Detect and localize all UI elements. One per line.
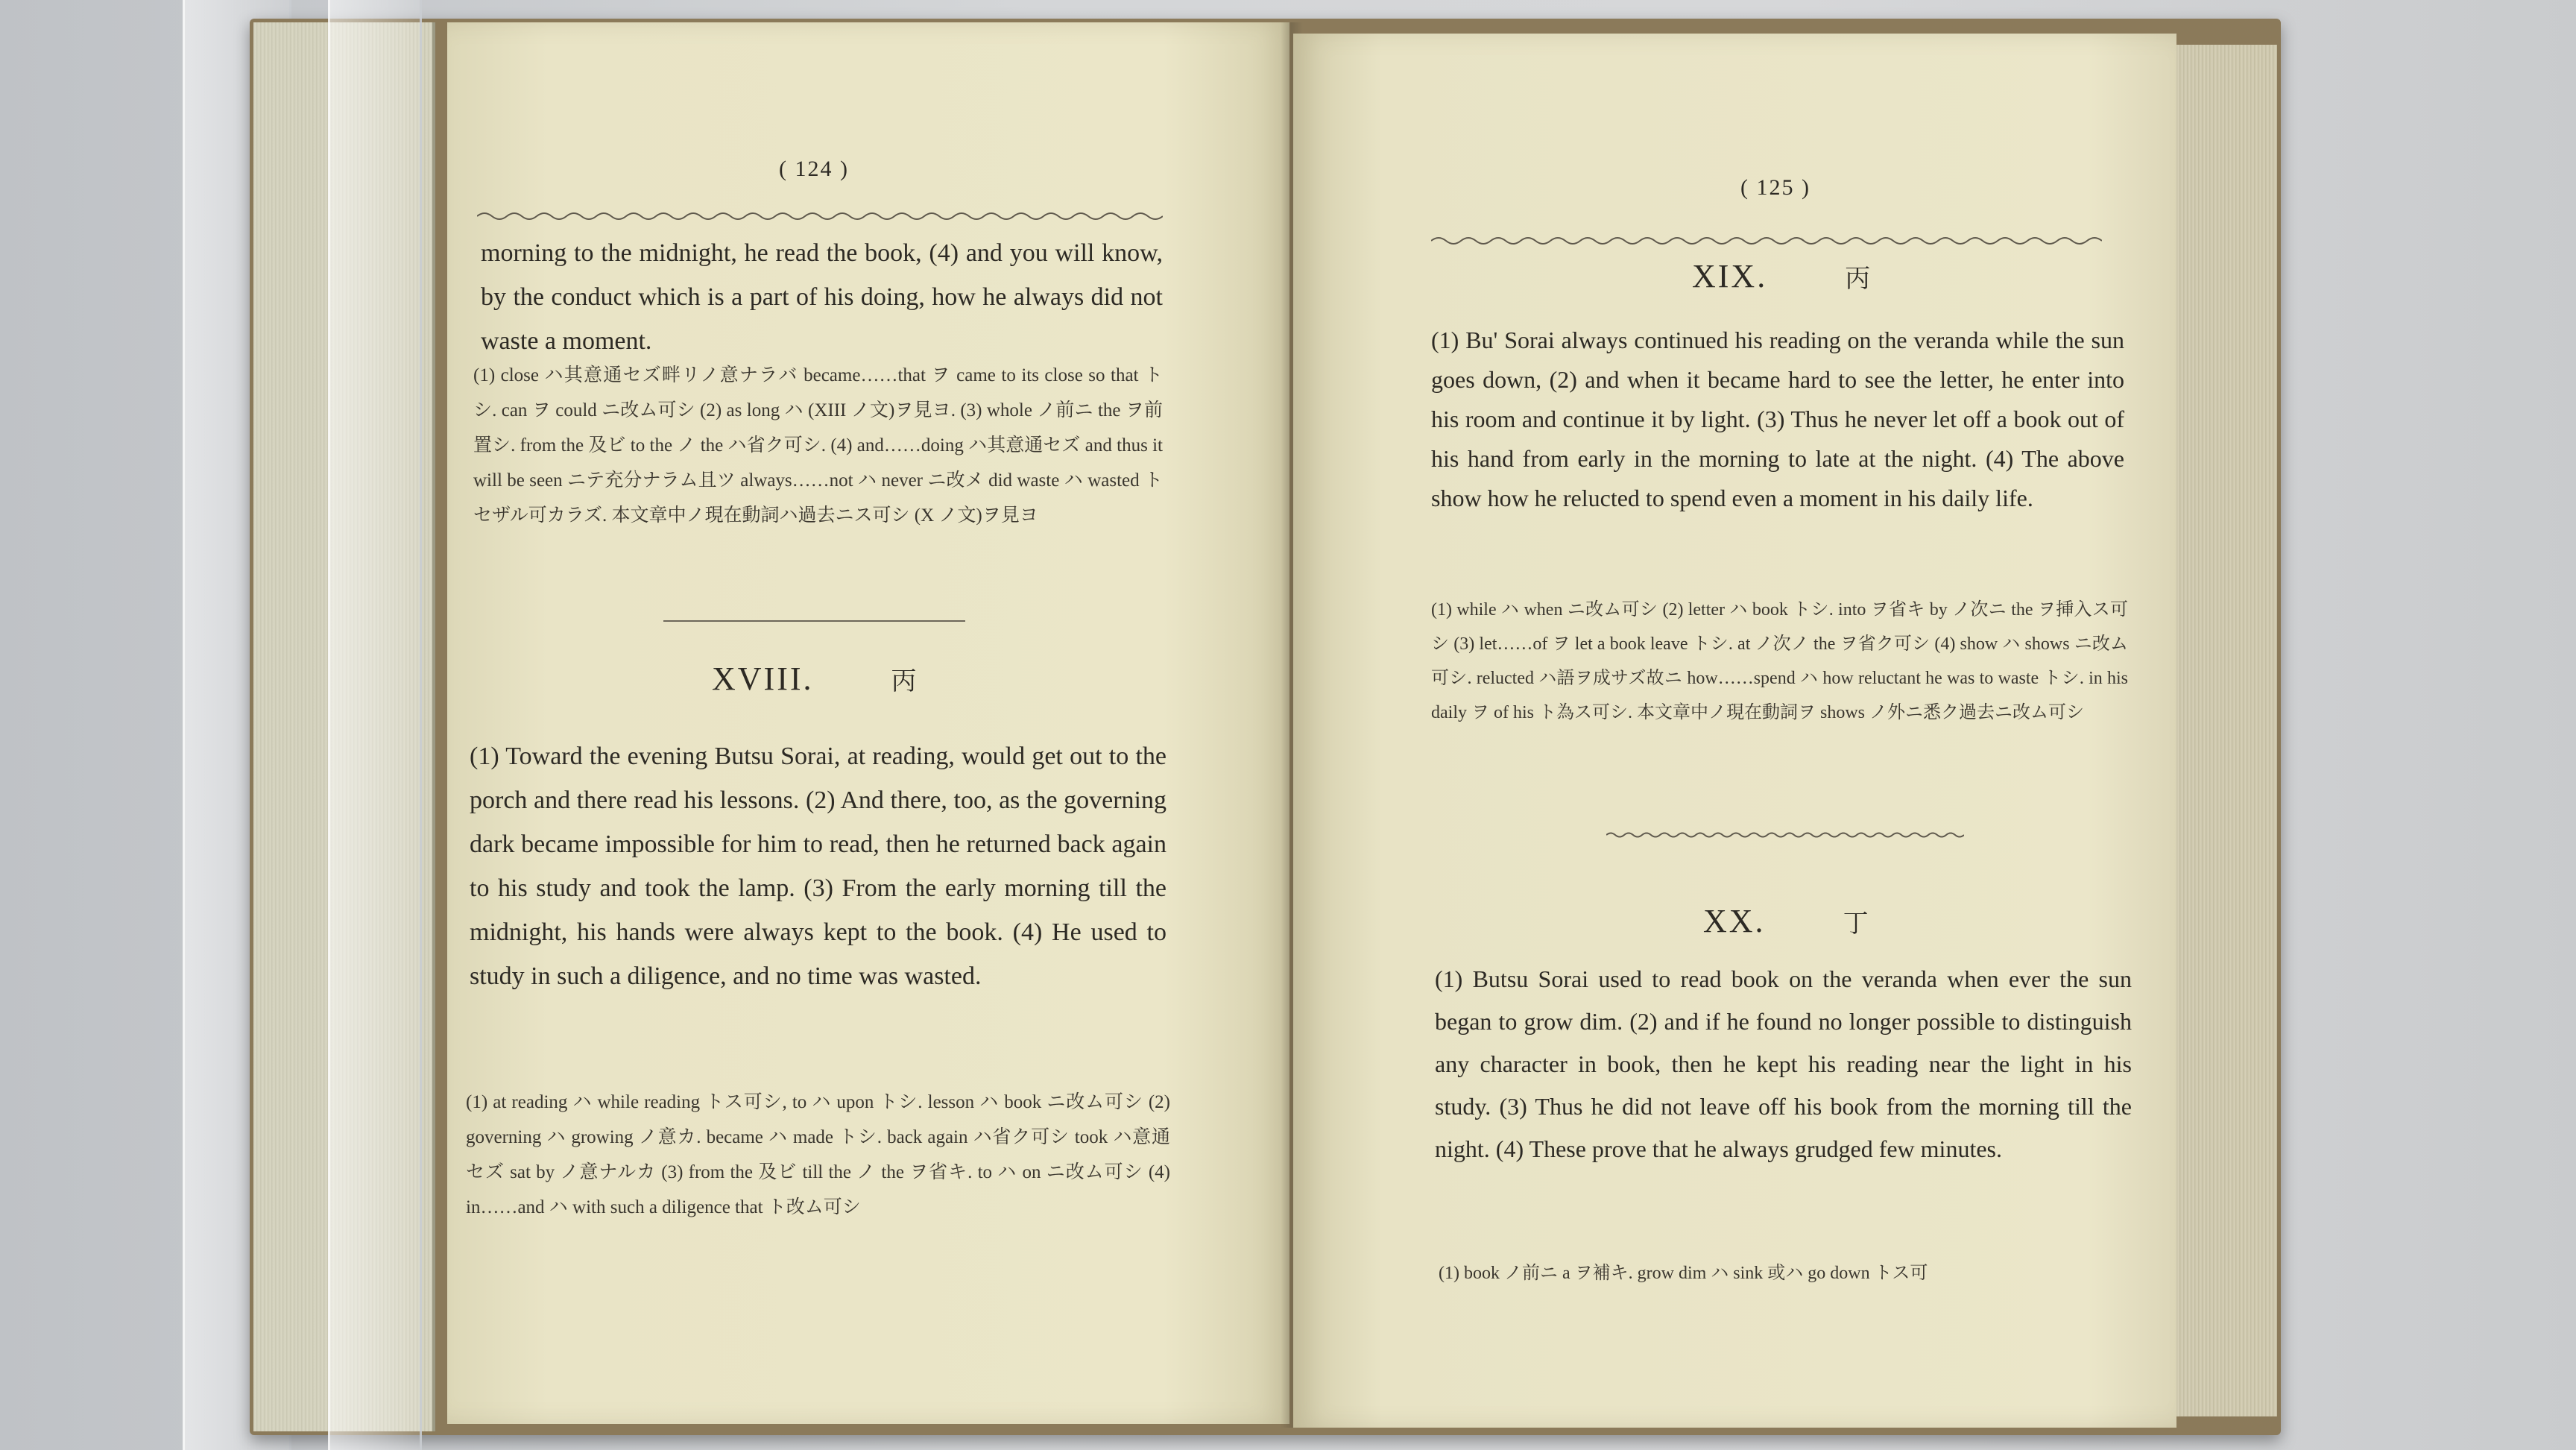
section-heading (1703, 902, 1871, 940)
section-text: (1) Butsu Sorai used to read book on the veranda when ever the sun began to grow dim. (2) and if he found no longer possible to distinguish any character in book, then he kept his reading near the light in his study. (3) Thus he did not leave off his book from the morning till the night. (4) These prove that he always grudged few minutes. (1435, 965, 2132, 1162)
continuation-text: morning to the midnight, he read the book, (4) and you will know, by the conduct which is a part of his doing, how he always did not waste a moment. (481, 239, 1163, 355)
section-number: XX. (1703, 903, 1766, 939)
left-page (447, 22, 1289, 1424)
page-number: ( 124 ) (779, 157, 849, 181)
section-grade: 丙 (1845, 265, 1873, 293)
section-heading (1692, 257, 1872, 295)
wavy-rule (477, 205, 1163, 227)
page-number: ( 125 ) (1740, 175, 1811, 200)
section-text: (1) Toward the evening Butsu Sorai, at reading, would get out to the porch and there read his lessons. (2) And there, too, as the governing dark became impossible for him to read, then he returned back again to his study and took the lamp. (3) From the early morning till the midnight, his hands were always kept to the book. (4) He used to study in such a diligence, and no time was wasted. (470, 743, 1167, 990)
section-notes: (1) while ハ when ニ改ム可シ (2) letter ハ book トシ. into ヲ省キ by ノ次ニ the ヲ挿入ス可シ (3) let……of ヲ let a book leave トシ. at ノ次ノ the ヲ省ク可シ (4) show ハ shows ニ改ム可シ. relucted ハ語ヲ成サズ故ニ how……spend ハ how reluctant he was to waste トシ. in his daily ヲ of his ト為ス可シ. 本文章中ノ現在動詞ヲ shows ノ外ニ悉ク過去ニ改ム可シ (1431, 600, 2128, 722)
page-edges-right (2176, 45, 2277, 1416)
right-page (1293, 34, 2176, 1428)
continuation-notes: (1) close ハ其意通セズ畔リノ意ナラバ became……that ヲ came to its close so that トシ. can ヲ could ニ改ム可シ (2) as long ハ (XIII ノ文)ヲ見ヨ. (3) whole ノ前ニ the ヲ前置シ. from the 及ビ to the ノ the ハ省ク可シ. (4) and……doing ハ其意通セズ and thus it will be seen ニテ充分ナラム且ツ always……not ハ never ニ改メ did waste ハ wasted トセザル可カラズ. 本文章中ノ現在動詞ハ過去ニス可シ (X ノ文)ヲ見ヨ (473, 365, 1163, 526)
glass-plate-edge-2 (328, 0, 422, 1450)
section-notes: (1) book ノ前ニ a ヲ補キ. grow dim ハ sink 或ハ go down トス可 (1439, 1264, 1928, 1283)
section-grade: 丁 (1843, 910, 1871, 938)
section-text: (1) Bu' Sorai always continued his reading on the veranda while the sun goes down, (2) and when it became hard to see the letter, he enter into his room and continue it by light. (3) Thus he never let off a book out of his hand from early in the morning to late at the night. (4) The above show how he relucted to spend even a moment in his daily life. (1431, 327, 2124, 511)
wavy-rule (1431, 230, 2102, 252)
section-grade: 丙 (891, 668, 919, 696)
section-divider (1606, 828, 1964, 842)
section-number: XVIII. (712, 661, 814, 697)
section-heading (712, 660, 919, 698)
section-divider (663, 620, 965, 622)
section-notes: (1) at reading ハ while reading トス可シ, to ハ upon トシ. lesson ハ book ニ改ム可シ (2) governing ハ growing ノ意カ. became ハ made トシ. back again ハ省ク可シ took ハ意通セズ sat by ノ意ナルカ (3) from the 及ビ till the ノ the ヲ省キ. to ハ on ニ改ム可シ (4) in……and ハ with such a diligence that ト改ム可シ (466, 1092, 1170, 1217)
section-number: XIX. (1692, 258, 1768, 294)
